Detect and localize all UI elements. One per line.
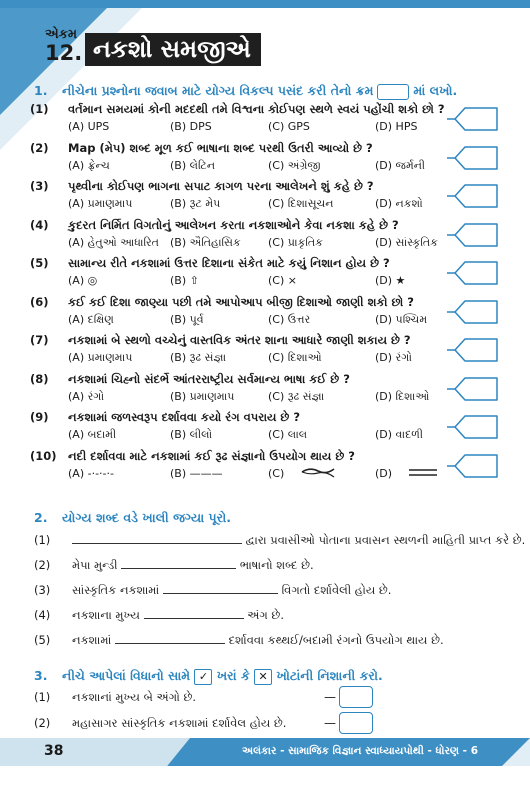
option-a[interactable]: (A) UPS (68, 120, 110, 133)
answer-tag-box[interactable] (447, 183, 499, 207)
mcq-question (30, 333, 450, 365)
section-number: 3. (34, 668, 48, 683)
item-text: નકશાનાં મુખ્ય બે અંગો છે. (72, 690, 197, 704)
question-text: વર્તમાન સમયમાં કોની મદદથી તમે વિશ્વના કોઈપણ સ્થળે સ્વયં પહોંચી શકો છો ? (68, 102, 445, 116)
dash: — (324, 716, 336, 730)
question-text: નદી દર્શાવવા માટે નકશામાં કઈ રૂઢ સંજ્ઞાનો ઉપયોગ થાય છે ? (68, 448, 355, 463)
question-line (30, 102, 450, 117)
item-number: (3) (34, 583, 51, 597)
mcq-question (30, 372, 450, 404)
fill-item (34, 633, 444, 648)
options-row (30, 351, 450, 365)
question-number: (3) (30, 179, 49, 193)
footer-corner (502, 738, 530, 766)
question-line (30, 372, 450, 387)
question-number: (9) (30, 410, 49, 424)
option-d[interactable]: (D) સાંસ્કૃતિક (375, 235, 438, 249)
question-text: નકશામાં ચિહ્નો સંદર્ભે આંતરરાષ્ટ્રીય સર્વમાન્ય ભાષા કઈ છે ? (68, 371, 350, 386)
check-mark-icon: ✓ (194, 669, 212, 685)
option-b[interactable]: (B) ઐતિહાસિક (170, 235, 241, 249)
question-text: Map (મેપ) શબ્દ મૂળ કઈ ભાષાના શબ્દ પરથી ઉતરી આવ્યો છે ? (68, 140, 373, 155)
option-a[interactable]: (A) હેતુઓ આધારિત (68, 235, 159, 249)
option-b[interactable]: (B) લીલો (170, 428, 213, 441)
answer-box-icon (377, 84, 409, 100)
question-line (30, 179, 450, 194)
item-text: નકશાના મુખ્ય (72, 608, 140, 622)
section-2-heading (34, 510, 231, 526)
footer-page-tab (0, 738, 190, 766)
option-b[interactable]: (B) રૂઢ સંજ્ઞા (170, 351, 227, 364)
option-a[interactable]: (A) રંગો (68, 389, 105, 403)
option-d[interactable]: (D) (375, 466, 393, 480)
answer-tag-box[interactable] (447, 106, 499, 130)
mcq-question (30, 449, 450, 481)
answer-tag-box[interactable] (447, 376, 499, 400)
option-d[interactable]: (D) પશ્ચિમ (375, 312, 428, 326)
option-b[interactable]: (B) લેટિન (170, 158, 216, 172)
options-row (30, 390, 450, 404)
answer-box[interactable] (339, 686, 373, 708)
question-line (30, 449, 450, 464)
question-line (30, 218, 450, 233)
blank-line[interactable] (72, 534, 242, 544)
mcq-question (30, 256, 450, 288)
dash: — (324, 690, 336, 704)
option-d[interactable]: (D) રંગો (375, 351, 413, 364)
option-d[interactable]: (D) ★ (375, 274, 406, 287)
option-a[interactable]: (A) ◎ (68, 274, 98, 287)
question-text: નકશામાં જળસ્વરૂપ દર્શાવવા કયો રંગ વપરાય છે ? (68, 410, 300, 424)
option-c[interactable]: (C) × (268, 274, 297, 287)
question-line (30, 295, 450, 310)
mcq-question (30, 218, 450, 250)
section-number: 1. (34, 83, 48, 98)
unit-number: 12. (45, 41, 83, 65)
options-row (30, 120, 450, 134)
true-false-item (34, 690, 494, 705)
true-false-item (34, 716, 494, 731)
blank-line[interactable] (115, 634, 225, 644)
section-1-heading (34, 83, 457, 100)
option-b[interactable]: (B) ⇧ (170, 274, 199, 287)
option-c[interactable]: (C) દિશાસૂચન (268, 197, 334, 210)
footer (0, 738, 530, 766)
option-c[interactable]: (C) દિશાઓ (268, 351, 322, 364)
section-instruction-end: ખોટાંની નિશાની કરો. (276, 668, 383, 683)
option-a[interactable]: (A) દક્ષિણ (68, 312, 114, 326)
option-c[interactable]: (C) પ્રાકૃતિક (268, 235, 323, 249)
item-text: વિગતો દર્શાવેલી હોય છે. (281, 583, 392, 597)
section-3-heading (34, 668, 383, 685)
item-text: નકશામાં (72, 633, 112, 647)
mcq-question (30, 295, 450, 327)
question-text: નકશામાં બે સ્થળો વચ્ચેનું વાસ્તવિક અંતર શાના આધારે જાણી શકાય છે ? (68, 333, 411, 347)
item-text: મેપા મુન્ડી (72, 558, 118, 572)
item-number: (1) (34, 690, 51, 704)
section-instruction-mid: ખરાં કે (216, 668, 250, 683)
question-text: પૃથ્વીના કોઈપણ ભાગના સપાટ કાગળ પરના આલેખને શું કહે છે ? (68, 179, 374, 193)
options-row (30, 197, 450, 211)
option-a[interactable]: (A) -·-·-·- (68, 466, 114, 480)
item-text: ભાષાનો શબ્દ છે. (239, 558, 314, 572)
options-row (30, 236, 450, 250)
question-line (30, 410, 450, 425)
mcq-question (30, 410, 450, 442)
item-text: મહાસાગર સાંસ્કૃતિક નકશામાં દર્શાવેલ હોય છે. (72, 716, 287, 730)
question-number: (7) (30, 333, 49, 347)
option-c[interactable]: (C) ઉત્તર (268, 312, 311, 326)
item-number: (1) (34, 533, 51, 547)
option-a[interactable]: (A) પ્રમાણમાપ (68, 351, 133, 364)
item-number: (4) (34, 608, 51, 622)
option-c[interactable]: (C) GPS (268, 120, 310, 133)
question-number: (8) (30, 371, 49, 386)
options-row (30, 467, 450, 481)
question-number: (1) (30, 102, 49, 116)
question-text: સામાન્ય રીતે નકશામાં ઉત્તર દિશાના સંકેત માટે કયું નિશાન હોય છે ? (68, 256, 390, 270)
option-d[interactable]: (D) જર્મની (375, 158, 426, 172)
option-c[interactable]: (C) લાલ (268, 428, 308, 441)
option-c[interactable]: (C) રૂઢ સંજ્ઞા (268, 389, 325, 403)
mcq-question (30, 141, 450, 173)
option-a[interactable]: (A) પ્રમાણમાપ (68, 197, 133, 210)
answer-tag-box[interactable] (447, 299, 499, 323)
options-row (30, 428, 450, 442)
item-number: (2) (34, 716, 51, 730)
option-b[interactable]: (B) રૂટ મેપ (170, 197, 221, 210)
answer-tag-box[interactable] (447, 222, 499, 246)
top-bar (0, 0, 530, 8)
question-number: (5) (30, 256, 49, 270)
question-number: (4) (30, 217, 49, 232)
option-c[interactable]: (C) (268, 466, 285, 480)
unit-word: એકમ (45, 27, 78, 42)
answer-tag-box[interactable] (447, 145, 499, 169)
item-number: (2) (34, 558, 51, 572)
question-number: (6) (30, 294, 49, 309)
answer-tag-box[interactable] (447, 260, 499, 284)
page-title: નકશો સમજીએ (85, 33, 261, 66)
section-instruction: નીચેના પ્રશ્નોના જવાબ માટે યોગ્ય વિકલ્પ પસંદ કરી તેનો ક્રમ (62, 83, 374, 98)
mcq-question (30, 102, 450, 134)
option-a[interactable]: (A) બદામી (68, 428, 117, 441)
question-line (30, 333, 450, 348)
unit-label (45, 28, 82, 64)
double-line-symbol-icon (408, 466, 438, 481)
river-symbol-icon (300, 465, 336, 482)
option-c[interactable]: (C) અંગ્રેજી (268, 158, 321, 172)
blank-line[interactable] (121, 559, 236, 569)
fill-item (34, 533, 525, 548)
section-instruction-end: માં લખો. (413, 83, 458, 98)
page-number: 38 (44, 743, 64, 759)
question-number: (2) (30, 140, 49, 155)
section-instruction: યોગ્ય શબ્દ વડે ખાલી જગ્યા પૂરો. (62, 510, 231, 525)
option-b[interactable]: (B) DPS (170, 120, 212, 133)
item-text: દ્વારા પ્રવાસીઓ પોતાના પ્રવાસન સ્થળની માહિતી પ્રાપ્ત કરે છે. (245, 533, 526, 547)
answer-tag-box[interactable] (447, 337, 499, 361)
item-number: (5) (34, 633, 51, 647)
cross-mark-icon: ✕ (254, 669, 272, 685)
item-text: સાંસ્કૃતિક નકશામાં (72, 583, 160, 597)
question-text: કુદરત નિર્મિત વિગતોનું આલેખન કરતા નકશાઓને કેવા નકશા કહે છે ? (68, 217, 399, 232)
options-row (30, 274, 450, 288)
answer-tag-box[interactable] (447, 414, 499, 438)
blank-line[interactable] (163, 584, 278, 594)
fill-item (34, 558, 314, 573)
options-row (30, 313, 450, 327)
option-a[interactable]: (A) ફ્રેન્ચ (68, 158, 110, 172)
book-title: અલંકાર - સામાજિક વિજ્ઞાન સ્વાધ્યાયપોથી - ધોરણ - 6 (242, 745, 478, 757)
options-row (30, 159, 450, 173)
fill-item (34, 608, 284, 623)
item-text: અંગ છે. (247, 608, 284, 622)
question-number: (10) (30, 448, 57, 463)
option-b[interactable]: (B) પૂર્વ (170, 312, 204, 326)
section-instruction: નીચે આપેલાં વિધાનો સામે (62, 668, 191, 683)
question-line (30, 141, 450, 156)
question-text: કઈ કઈ દિશા જાણ્યા પછી તમે આપોઆપ બીજી દિશાઓ જાણી શકો છો ? (68, 294, 414, 309)
answer-tag-box[interactable] (447, 453, 499, 477)
option-b[interactable]: (B) પ્રમાણમાપ (170, 389, 235, 403)
answer-box[interactable] (339, 712, 373, 734)
question-line (30, 256, 450, 271)
option-d[interactable]: (D) નકશો (375, 197, 423, 210)
option-d[interactable]: (D) HPS (375, 120, 418, 133)
option-d[interactable]: (D) વાદળી (375, 428, 423, 441)
item-text: દર્શાવવા કથ્થઈ/બદામી રંગનો ઉપયોગ થાય છે. (228, 633, 444, 647)
fill-item (34, 583, 391, 598)
mcq-question (30, 179, 450, 211)
option-b[interactable]: (B) ——— (170, 466, 223, 480)
blank-line[interactable] (144, 609, 244, 619)
section-number: 2. (34, 510, 48, 525)
option-d[interactable]: (D) દિશાઓ (375, 389, 430, 403)
